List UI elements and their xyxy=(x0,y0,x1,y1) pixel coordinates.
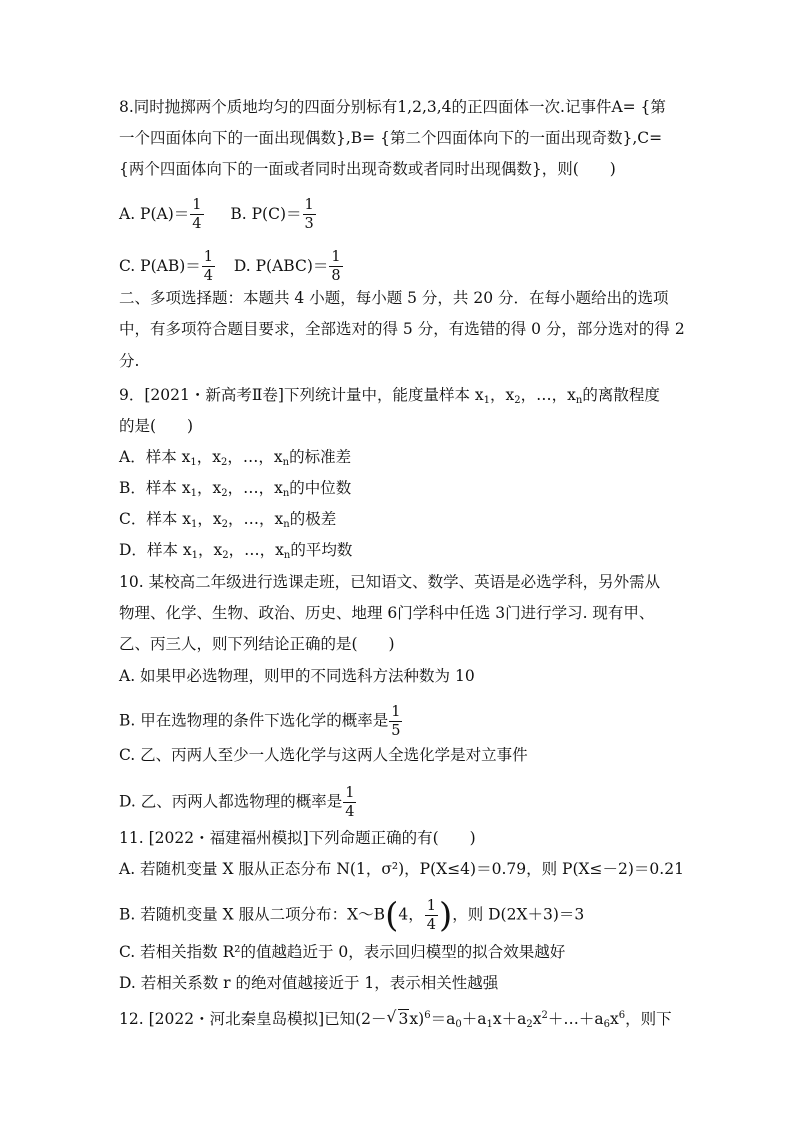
q9-option-d: D．样本 $x_1$，$x_2$，…，$x_n$的平均数 xyxy=(119,541,353,561)
q10-option-a: A. 如果甲必选物理，则甲的不同选科方法种数为 10 xyxy=(119,667,475,685)
q8-options-row2 xyxy=(119,250,344,283)
q9-option-c: C．样本 $x_1$，$x_2$，…，$x_n$的极差 xyxy=(119,510,337,530)
q9-option-b: B．样本 $x_1$，$x_2$，…，$x_n$的中位数 xyxy=(119,479,352,499)
q12-stem-line1: 12. [2022・河北秦皇岛模拟]已知(2－√ $3x)^6=a_0+a_1x+a_2x^2+\dots+a_6x^6$，则下 xyxy=(119,1006,672,1035)
q11-option-b: B. 若随机变量 X 服从二项分布：X～B(4， $\frac{1}{4}$ )，则 D(2X＋3)＝3 xyxy=(119,895,585,936)
q9-stem-line1: 9．[2021・新高考Ⅱ卷]下列统计量中，能度量样本 $x_1$，$x_2$，…，$x_n$的离散程度 xyxy=(119,386,660,406)
q8-stem-line2: 一个四面体向下的一面出现偶数},B= {第二个四面体向下的一面出现奇数},C= xyxy=(119,129,663,147)
q11-option-c: C. 若相关指数 R²的值越趋近于 0，表示回归模型的拟合效果越好 xyxy=(119,943,566,961)
q8-options-row1 xyxy=(119,198,317,231)
q8-stem-line1: 8.同时抛掷两个质地均匀的四面分别标有1,2,3,4的正四面体一次.记事件A= {第 xyxy=(119,98,666,116)
q11-option-d: D. 若相关系数 r 的绝对值越接近于 1，表示相关性越强 xyxy=(119,974,499,992)
q10-option-b: B. 甲在选物理的条件下选化学的概率是 $\frac{1}{5}$ xyxy=(119,704,401,739)
q10-stem-line3: 乙、丙三人，则下列结论正确的是( ) xyxy=(119,635,395,653)
q11-stem: 11. [2022・福建福州模拟]下列命题正确的有( ) xyxy=(119,829,476,847)
section2-instructions-line2: 中，有多项符合题目要求，全部选对的得 5 分，有选错的得 0 分，部分选对的得 2 xyxy=(119,320,685,338)
q10-option-d: D. 乙、丙两人都选物理的概率是 $\frac{1}{4}$ xyxy=(119,785,355,820)
q8-option-d: D. P(ABC)＝ $\frac{1}{8}$ xyxy=(233,249,341,284)
q11-option-a: A. 若随机变量 X 服从正态分布 N(1，σ²)，P(X≤4)＝0.79，则 P(X≤－2)＝0.21 xyxy=(119,860,684,878)
q10-stem-line1: 10. 某校高二年级进行选课走班，已知语文、数学、英语是必选学科，另外需从 xyxy=(119,573,661,591)
q10-stem-line2: 物理、化学、生物、政治、历史、地理 6门学科中任选 3门进行学习. 现有甲、 xyxy=(119,604,655,622)
q8-stem-line3: {两个四面体向下的一面或者同时出现奇数或者同时出现偶数}，则( ) xyxy=(119,160,616,178)
q9-stem-line2: 的是( ) xyxy=(119,417,194,435)
section2-instructions-line3: 分. xyxy=(119,352,140,370)
q8-option-b: B. P(C)＝ $\frac{1}{3}$ xyxy=(230,197,314,232)
q8-option-c: C. P(AB)＝ $\frac{1}{4}$ xyxy=(119,249,214,284)
q8-option-a: A. P(A)＝ $\frac{1}{4}$ xyxy=(119,197,202,232)
q10-option-c: C. 乙、丙两人至少一人选化学与这两人全选化学是对立事件 xyxy=(119,746,528,764)
q9-option-a: A．样本 $x_1$，$x_2$，…，$x_n$的标准差 xyxy=(119,448,352,468)
section2-instructions-line1: 二、多项选择题：本题共 4 小题，每小题 5 分，共 20 分．在每小题给出的选项 xyxy=(119,289,669,307)
